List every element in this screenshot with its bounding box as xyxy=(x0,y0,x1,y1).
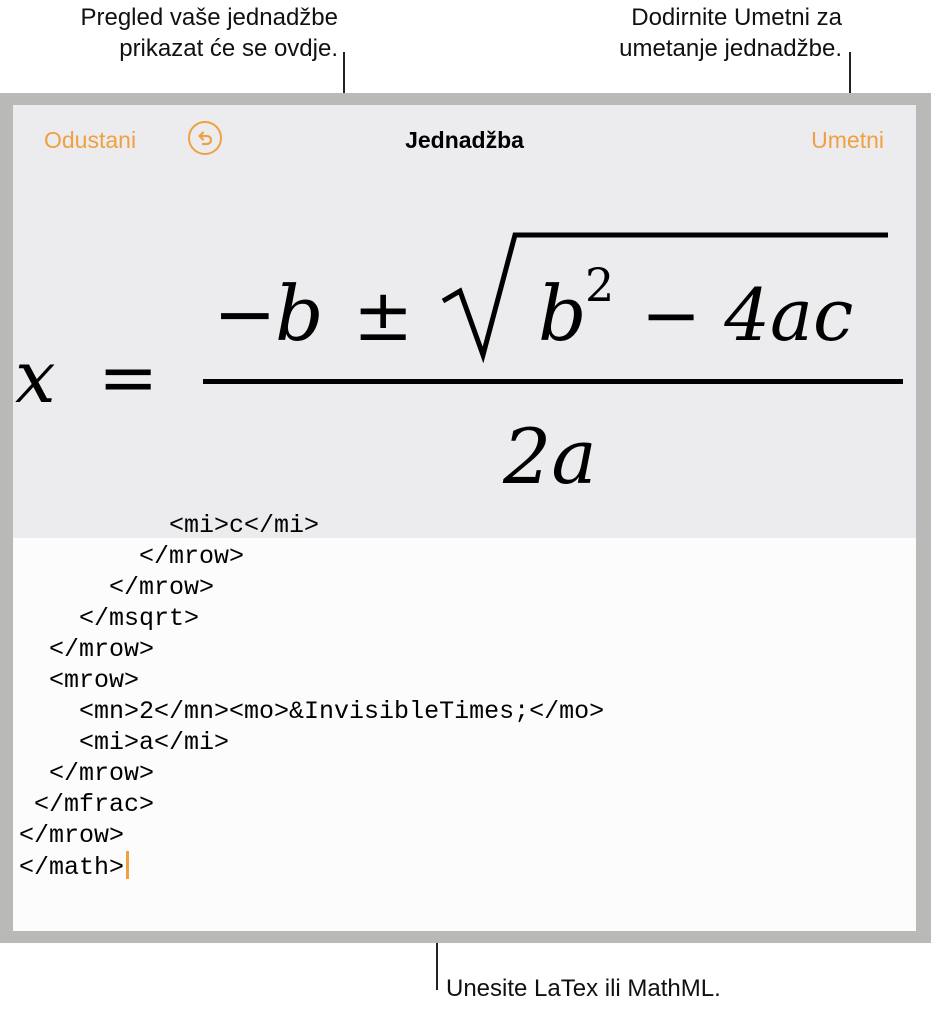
eq-lhs: x xyxy=(15,335,56,419)
eq-denominator: 2a xyxy=(503,412,597,501)
code-line: </mrow> xyxy=(19,635,155,664)
equation-preview xyxy=(13,105,916,538)
quadratic-formula xyxy=(13,205,916,505)
code-line: <mi>a</mi> xyxy=(19,728,230,757)
code-line: <mrow> xyxy=(19,666,140,695)
insert-callout-line1: Dodirnite Umetni za xyxy=(631,4,842,31)
eq-b: b xyxy=(275,269,324,358)
input-callout: Unesite LaTex ili MathML. xyxy=(446,975,721,1002)
eq-minus: − xyxy=(213,269,277,358)
code-line: </mrow> xyxy=(19,542,245,571)
code-line: </msqrt> xyxy=(19,604,200,633)
code-line: </mrow> xyxy=(19,821,125,850)
insert-callout-line2: umetanje jednadžbe. xyxy=(619,35,842,62)
eq-plus-minus: ± xyxy=(353,273,414,357)
eq-equals: = xyxy=(98,335,159,419)
insert-callout xyxy=(540,2,842,64)
insert-button[interactable]: Umetni xyxy=(811,127,884,153)
code-editor[interactable] xyxy=(13,511,916,931)
code-line: </mfrac> xyxy=(19,790,155,819)
fraction-bar xyxy=(203,379,903,384)
equation-dialog-frame xyxy=(0,93,931,943)
preview-callout xyxy=(20,2,338,64)
code-line: </mrow> xyxy=(19,573,215,602)
preview-callout-line1: Pregled vaše jednadžbe xyxy=(80,4,338,31)
preview-callout-line2: prikazat će se ovdje. xyxy=(119,35,338,62)
code-line: </math> xyxy=(19,851,604,883)
code-line: </mrow> xyxy=(19,759,155,788)
code-line: <mn>2</mn><mo>&InvisibleTimes;</mo> xyxy=(19,697,605,726)
equation-sheet xyxy=(13,105,916,931)
eq-exponent: 2 xyxy=(585,258,615,312)
text-caret xyxy=(126,851,129,879)
mathml-source[interactable] xyxy=(19,510,604,883)
eq-radicand-b: b xyxy=(538,269,587,358)
code-line: <mi>c</mi> xyxy=(19,511,320,540)
dialog-title: Jednadžba xyxy=(405,127,524,153)
eq-radicand-rest: − 4ac xyxy=(641,273,854,357)
cancel-button[interactable]: Odustani xyxy=(44,127,137,153)
